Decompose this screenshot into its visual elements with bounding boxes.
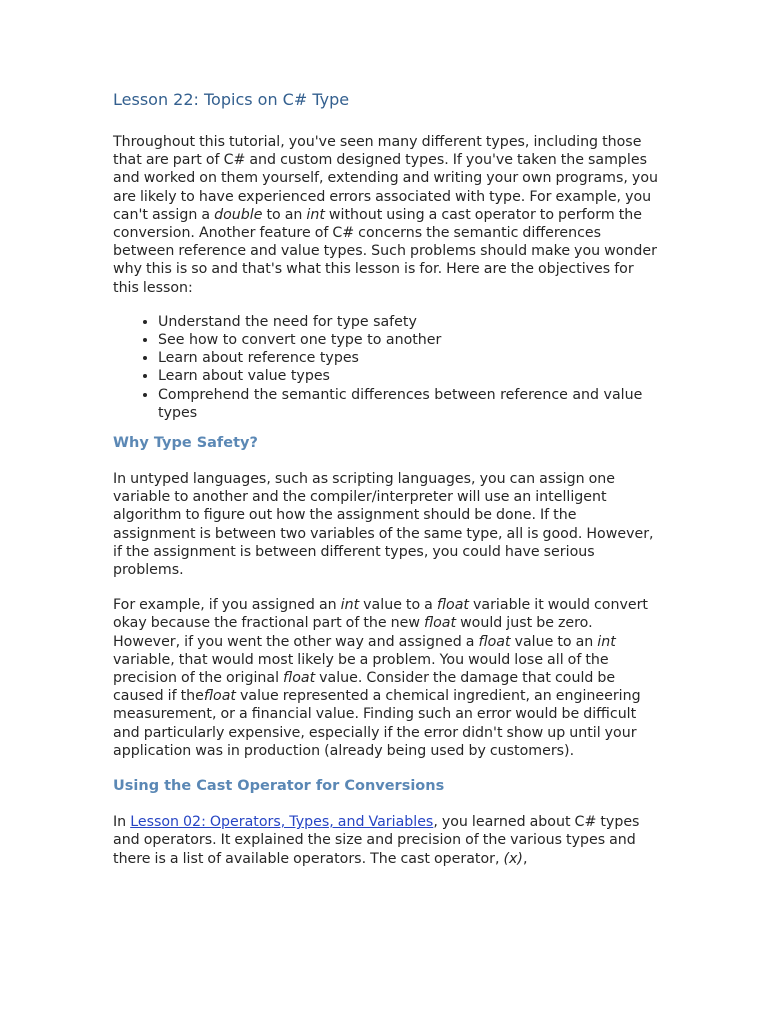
keyword-int: int bbox=[597, 633, 616, 650]
intro-text: without using a cast operator to perform the conversion. Another feature of C# concerns the semantic differences between reference and value types. Such problems should make you wonder why this is so and that's what this lesson is for. Here are the objectives for this lesson: bbox=[113, 206, 657, 296]
list-item: • See how to convert one type to another bbox=[158, 331, 658, 349]
paragraph-text: value to an bbox=[510, 633, 598, 650]
keyword-float: float bbox=[423, 615, 457, 632]
paragraph-text: In bbox=[113, 814, 131, 831]
cast-operator-syntax: (x) bbox=[503, 850, 523, 867]
keyword-float: float bbox=[436, 597, 469, 614]
keyword-float: float bbox=[478, 633, 511, 650]
keyword-float: float bbox=[203, 688, 236, 705]
paragraph-text: , bbox=[522, 850, 528, 867]
document-content bbox=[113, 89, 658, 885]
keyword-double: double bbox=[214, 206, 263, 223]
paragraph-text: variable, that would most likely be a problem. You would lose all of the precision of the original bbox=[113, 651, 609, 687]
paragraph-text: For example, if you assigned an bbox=[113, 597, 341, 614]
page-title: Lesson 22: Topics on C# Type bbox=[113, 90, 350, 109]
keyword-int: int bbox=[306, 206, 325, 223]
type-safety-paragraph-2 bbox=[113, 596, 658, 760]
paragraph-text: would just be zero. However, if you went the other way and assigned a bbox=[113, 615, 593, 650]
paragraph-text: , you learned about C# types and operators. It explained the size and precision of the various types and there is a list of available operators. The cast operator, bbox=[113, 814, 640, 867]
cast-operator-paragraph bbox=[113, 813, 658, 868]
list-item: • Understand the need for type safety bbox=[158, 313, 658, 331]
keyword-int: int bbox=[340, 597, 360, 614]
lesson-02-link[interactable]: Lesson 02: Operators, Types, and Variables bbox=[130, 814, 434, 831]
section-heading-type-safety: Why Type Safety? bbox=[113, 435, 258, 452]
paragraph-text: value represented a chemical ingredient, an engineering measurement, or a financial value. Finding such an error would be difficult and particularly expensive, especially if the error didn't show up until your application was in production (already being used by customers). bbox=[113, 688, 641, 759]
intro-paragraph bbox=[113, 133, 658, 297]
intro-text: Throughout this tutorial, you've seen many different types, including those that are part of C# and custom designed types. If you've taken the samples and worked on them yourself, extending and writing your own programs, you are likely to have experienced errors associated with type. For example, you can't assign a bbox=[113, 134, 658, 223]
section-heading-cast-operator: Using the Cast Operator for Conversions bbox=[113, 778, 445, 795]
paragraph-text: value to a bbox=[359, 597, 437, 614]
list-item: • Comprehend the semantic differences between reference and value types bbox=[158, 386, 658, 422]
objectives-list bbox=[113, 313, 658, 422]
keyword-float: float bbox=[283, 670, 316, 687]
list-item: • Learn about value types bbox=[158, 367, 658, 385]
type-safety-paragraph-1: In untyped languages, such as scripting languages, you can assign one variable to another and the compiler/interpreter will use an intelligent algorithm to figure out how the assignment should be done. If the assignment is between two variables of the same type, all is good. However, if the assignment is between different types, you could have serious problems. bbox=[113, 471, 654, 579]
paragraph-text: variable it would convert okay because the fractional part of the new bbox=[113, 597, 648, 632]
intro-text: to an bbox=[262, 206, 307, 223]
list-item: • Learn about reference types bbox=[158, 349, 658, 367]
paragraph-text: value. Consider the damage that could be caused if the bbox=[113, 670, 616, 705]
